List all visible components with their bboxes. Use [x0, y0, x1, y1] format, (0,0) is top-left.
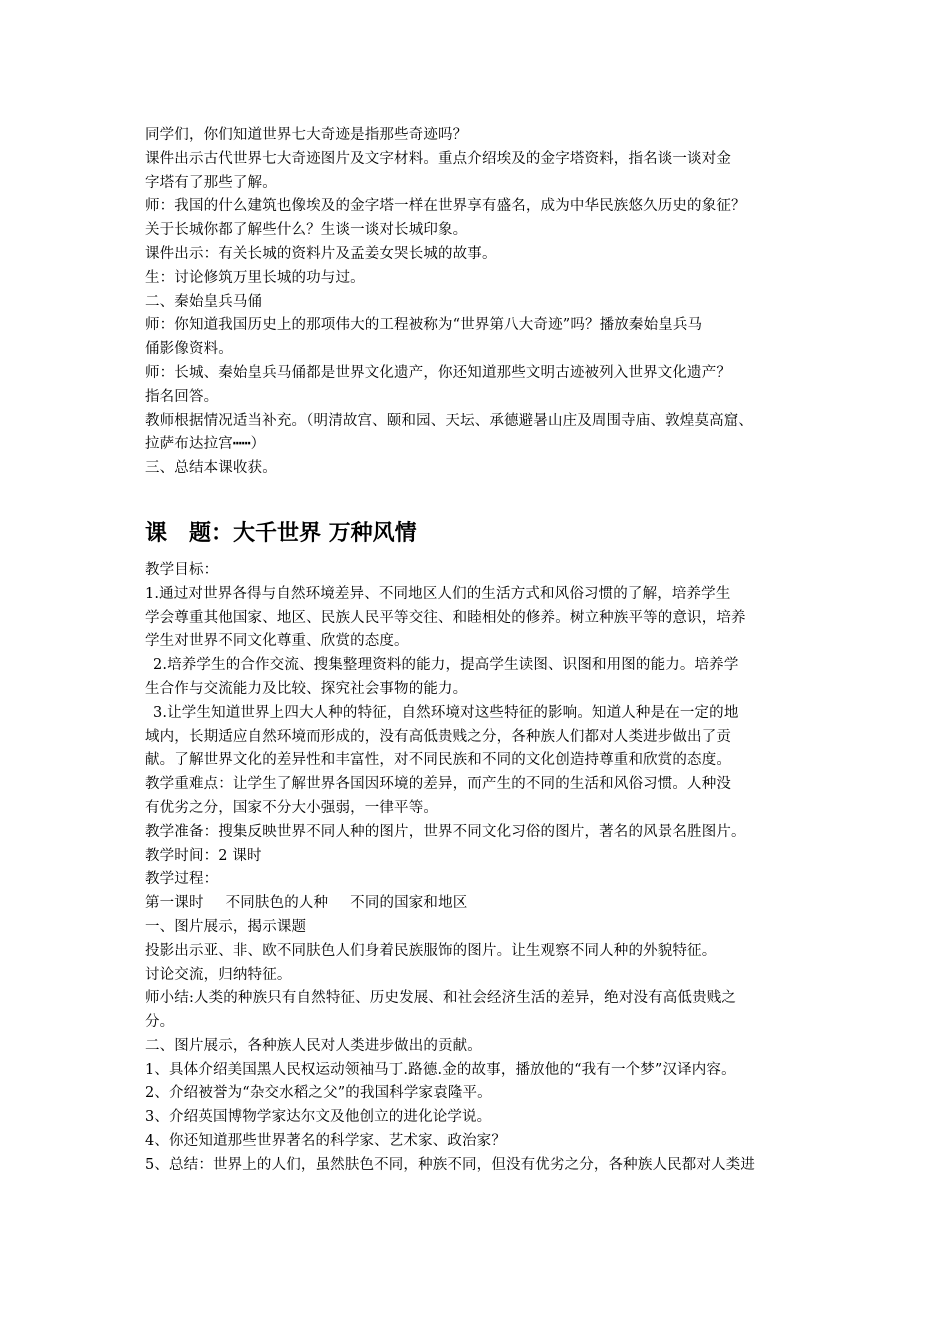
list-item: 4、你还知道那些世界著名的科学家、艺术家、政治家？ [145, 1133, 506, 1150]
goal-3-line: 献。了解世界文化的差异性和丰富性，对不同民族和不同的文化创造持尊重和欣赏的态度。 [145, 752, 731, 769]
text-line: 课件出示：有关长城的资料片及孟姜女哭长城的故事。 [145, 245, 497, 262]
list-item: 3、介绍英国博物学家达尔文及他创立的进化论学说。 [145, 1109, 492, 1126]
text-line: 师：我国的什么建筑也像埃及的金字塔一样在世界享有盛名，成为中华民族悠久历史的象征？ [145, 198, 746, 215]
text-line: 教师根据情况适当补充。（明清故宫、颐和园、天坛、承德避暑山庄及周围寺庙、敦煌莫高窟、 [145, 412, 754, 429]
title-label: 课 [145, 520, 168, 546]
text-line: 同学们，你们知道世界七大奇迹是指那些奇迹吗？ [145, 127, 468, 143]
document-page [145, 124, 825, 1178]
heading-line: 三、总结本课收获。 [145, 460, 277, 477]
goal-1-line: 1.通过对世界各得与自然环境差异、不同地区人们的生活方式和风俗习惯的了解，培养学生 [145, 585, 731, 602]
lesson-topic-1: 不同肤色的人种 [225, 895, 329, 912]
text-line: 师小结:人类的种族只有自然特征、历史发展、和社会经济生活的差异，绝对没有高低贵贱之 [145, 990, 737, 1007]
text-line: 教学重难点：让学生了解世界各国因环境的差异，而产生的不同的生活和风俗习惯。人种没 [145, 776, 731, 793]
text-line: 字塔有了那些了解。 [145, 174, 277, 191]
goal-3-line: 域内，长期适应自然环境而形成的，没有高低贵贱之分，各种族人们都对人类进步做出了贡 [145, 728, 731, 745]
goal-2-line: 2.培养学生的合作交流、搜集整理资料的能力，提高学生读图、识图和用图的能力。培养学 [153, 657, 739, 674]
text-line: 课件出示古代世界七大奇迹图片及文字材料。重点介绍埃及的金字塔资料，指名谈一谈对金 [145, 150, 731, 167]
text-line: 讨论交流，归纳特征。 [145, 966, 292, 983]
section-1 [145, 124, 825, 481]
goal-1-line: 学生对世界不同文化尊重、欣赏的态度。 [145, 633, 409, 650]
goal-heading: 教学目标： [145, 561, 219, 578]
lesson-line [145, 892, 825, 916]
list-item: 1、具体介绍美国黑人民权运动领袖马丁.路德.金的故事，播放他的“我有一个梦”汉译内容。 [145, 1061, 736, 1078]
text-line: 关于长城你都了解些什么？生谈一谈对长城印象。 [145, 222, 468, 239]
text-line: 教学时间：2 课时 [145, 847, 262, 864]
lesson-topic-2: 不同的国家和地区 [350, 895, 468, 912]
lesson-title [145, 519, 825, 549]
heading-line: 一、图片展示，揭示课题 [145, 918, 307, 935]
text-line: 拉萨布达拉宫┅┅） [145, 436, 266, 453]
lesson-period: 第一课时 [145, 895, 204, 912]
text-line: 投影出示亚、非、欧不同肤色人们身着民族服饰的图片。让生观察不同人种的外貌特征。 [145, 942, 717, 959]
text-line: 师：长城、秦始皇兵马俑都是世界文化遗产，你还知道那些文明古迹被列入世界文化遗产？ [145, 364, 731, 381]
text-line: 指名回答。 [145, 388, 219, 405]
list-item: 5、总结：世界上的人们，虽然肤色不同，种族不同，但没有优劣之分，各种族人民都对人类进 [145, 1156, 756, 1173]
text-line: 师：你知道我国历史上的那项伟大的工程被称为“世界第八大奇迹”吗？播放秦始皇兵马 [145, 317, 703, 334]
goal-3-line: 3.让学生知道世界上四大人种的特征，自然环境对这些特征的影响。知道人种是在一定的地 [153, 704, 739, 721]
text-line: 俑影像资料。 [145, 341, 233, 358]
text-line: 分。 [145, 1014, 175, 1031]
heading-line: 二、秦始皇兵马俑 [145, 293, 263, 310]
title-text: 题：大千世界 万种风情 [189, 520, 417, 546]
text-line: 教学过程： [145, 871, 219, 888]
goal-2-line: 生合作与交流能力及比较、探究社会事物的能力。 [145, 680, 468, 697]
text-line: 教学准备：搜集反映世界不同人种的图片，世界不同文化习俗的图片，著名的风景名胜图片。 [145, 823, 746, 840]
list-item: 2、介绍被誉为“杂交水稻之父”的我国科学家袁隆平。 [145, 1085, 492, 1102]
heading-line: 二、图片展示，各种族人民对人类进步做出的贡献。 [145, 1037, 482, 1054]
section-2 [145, 559, 825, 1178]
goal-1-line: 学会尊重其他国家、地区、民族人民平等交往、和睦相处的修养。树立种族平等的意识，培养 [145, 609, 746, 626]
text-line: 生：讨论修筑万里长城的功与过。 [145, 269, 365, 286]
text-line: 有优劣之分，国家不分大小强弱，一律平等。 [145, 799, 438, 816]
